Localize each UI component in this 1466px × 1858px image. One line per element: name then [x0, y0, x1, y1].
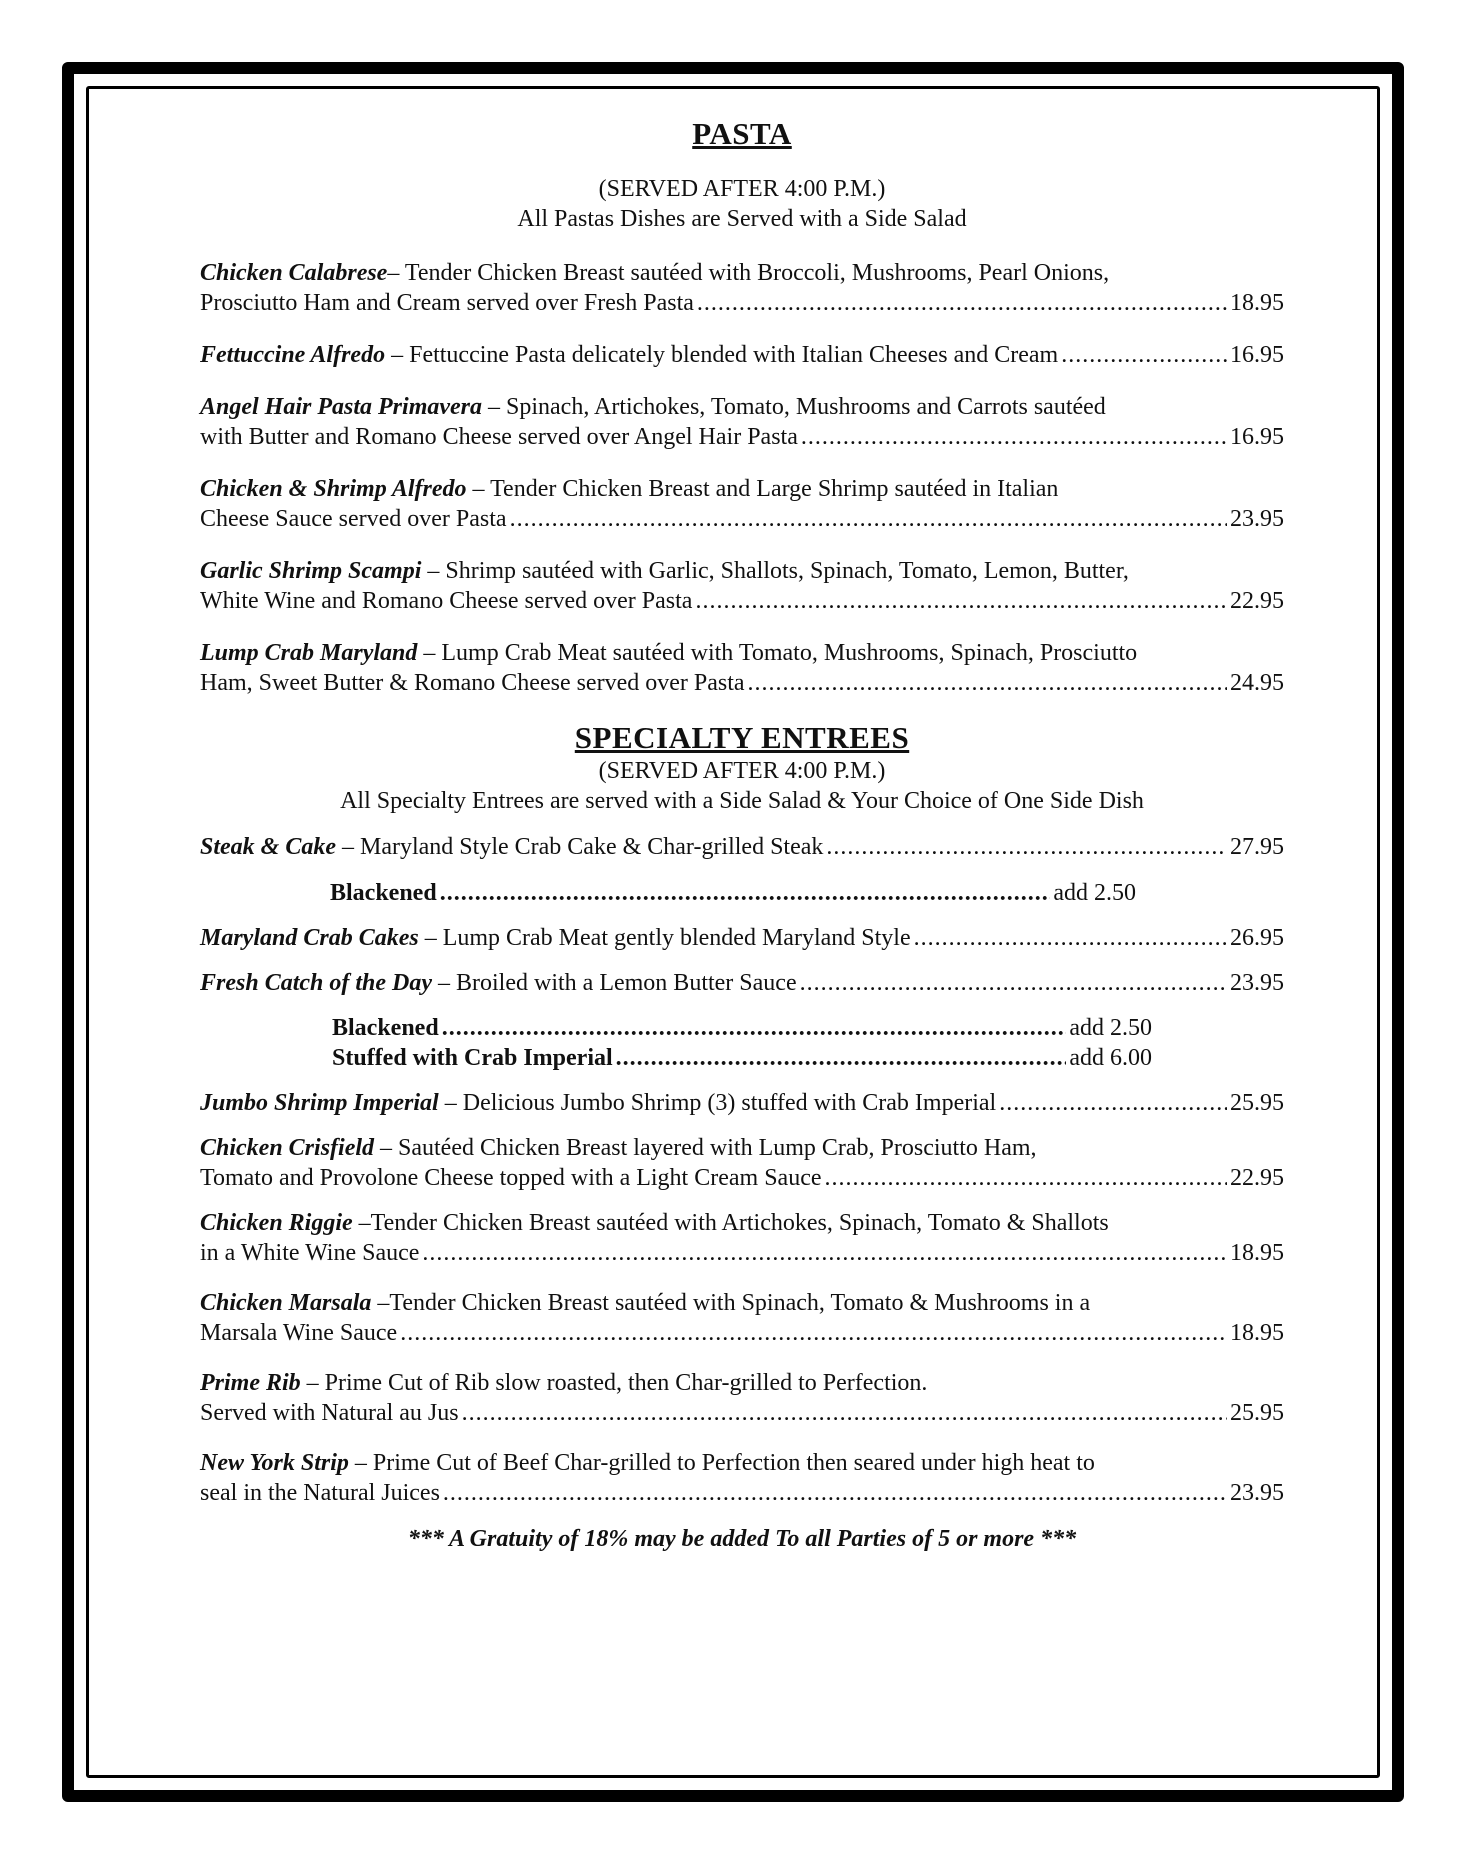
- menu-item-fresh-catch: Fresh Catch of the Day – Broiled with a Lemon Butter Sauce ..... 23.95: [200, 968, 1284, 998]
- item-description: Spinach, Artichokes, Tomato, Mushrooms and Carrots sautéed: [506, 394, 1106, 420]
- item-price: 18.95: [1230, 290, 1284, 316]
- item-name: Angel Hair Pasta Primavera: [200, 394, 482, 420]
- menu-item-chicken-crisfield: Chicken Crisfield – Sautéed Chicken Breast layered with Lump Crab, Prosciutto Ham, Tomato and Provolone Cheese topped with a Light Cream Sauce ..... 22.95: [200, 1133, 1284, 1193]
- menu-page: [200, 108, 1284, 1577]
- item-description: Lump Crab Meat sautéed with Tomato, Mushrooms, Spinach, Prosciutto: [441, 640, 1138, 666]
- pasta-side-note: All Pastas Dishes are Served with a Side Salad: [517, 206, 967, 232]
- specialty-title: SPECIALTY ENTREES: [574, 720, 910, 755]
- item-description: Tender Chicken Breast sautéed with Artichokes, Spinach, Tomato & Shallots: [370, 1210, 1109, 1236]
- item-description: Shrimp sautéed with Garlic, Shallots, Spinach, Tomato, Lemon, Butter,: [445, 558, 1129, 584]
- item-name: Lump Crab Maryland: [200, 640, 418, 666]
- menu-item-angel-hair-primavera: Angel Hair Pasta Primavera – Spinach, Artichokes, Tomato, Mushrooms and Carrots sautéed with Butter and Romano Cheese served over Angel Hair Pasta ..... 16.95: [200, 392, 1284, 452]
- menu-item-chicken-calabrese: Chicken Calabrese– Tender Chicken Breast sautéed with Broccoli, Mushrooms, Pearl Onions, Prosciutto Ham and Cream served over Fresh Pasta ..... 18.95: [200, 258, 1284, 318]
- menu-item-chicken-riggie: Chicken Riggie –Tender Chicken Breast sautéed with Artichokes, Spinach, Tomato & Shallots in a White Wine Sauce ..... 18.95: [200, 1208, 1284, 1268]
- item-price: 16.95: [1230, 342, 1284, 368]
- pasta-title: PASTA: [692, 116, 792, 151]
- pasta-served-time: (SERVED AFTER 4:00 P.M.): [598, 176, 886, 202]
- menu-item-chicken-shrimp-alfredo: Chicken & Shrimp Alfredo – Tender Chicken Breast and Large Shrimp sautéed in Italian Cheese Sauce served over Pasta ..... 23.95: [200, 474, 1284, 534]
- item-price: 27.95: [1230, 834, 1284, 860]
- specialty-served-time: (SERVED AFTER 4:00 P.M.): [598, 758, 886, 784]
- item-description: Tender Chicken Breast sautéed with Broccoli, Mushrooms, Pearl Onions,: [404, 260, 1110, 286]
- item-description: Prime Cut of Beef Char-grilled to Perfection then seared under high heat to: [372, 1450, 1095, 1476]
- menu-item-chicken-marsala: Chicken Marsala –Tender Chicken Breast sautéed with Spinach, Tomato & Mushrooms in a Marsala Wine Sauce ..... 18.95: [200, 1288, 1284, 1348]
- item-name: Steak & Cake: [200, 834, 336, 860]
- item-description: Delicious Jumbo Shrimp (3) stuffed with Crab Imperial: [462, 1090, 997, 1116]
- gratuity-note: *** A Gratuity of 18% may be added To all Parties of 5 or more ***: [407, 1526, 1077, 1552]
- menu-item-maryland-crab-cakes: Maryland Crab Cakes – Lump Crab Meat gently blended Maryland Style ..... 26.95: [200, 923, 1284, 953]
- specialty-side-note: All Specialty Entrees are served with a Side Salad & Your Choice of One Side Dish: [340, 788, 1144, 814]
- item-name: Chicken & Shrimp Alfredo: [200, 476, 467, 502]
- item-name: Chicken Calabrese: [200, 260, 388, 286]
- addon-fresh-catch-crab-imperial: Stuffed with Crab Imperial ..... add 6.00: [332, 1043, 1152, 1073]
- menu-item-steak-cake: Steak & Cake – Maryland Style Crab Cake & Char-grilled Steak ..... 27.95: [200, 832, 1284, 862]
- menu-item-garlic-shrimp-scampi: Garlic Shrimp Scampi – Shrimp sautéed with Garlic, Shallots, Spinach, Tomato, Lemon, Butter, White Wine and Romano Cheese served over Pasta ..... 22.95: [200, 556, 1284, 616]
- item-description: Lump Crab Meat gently blended Maryland Style: [442, 925, 911, 951]
- item-name: New York Strip: [200, 1450, 349, 1476]
- item-description: Broiled with a Lemon Butter Sauce: [456, 970, 797, 996]
- item-price: 24.95: [1230, 670, 1284, 696]
- item-description: Tender Chicken Breast and Large Shrimp sautéed in Italian: [490, 476, 1059, 502]
- item-price: 25.95: [1230, 1090, 1284, 1116]
- item-description: Sautéed Chicken Breast layered with Lump Crab, Prosciutto Ham,: [398, 1135, 1037, 1161]
- addon-fresh-catch-blackened: Blackened ..... add 2.50: [332, 1013, 1152, 1043]
- menu-item-jumbo-shrimp-imperial: Jumbo Shrimp Imperial – Delicious Jumbo Shrimp (3) stuffed with Crab Imperial ..... 25.95: [200, 1088, 1284, 1118]
- addon-steak-cake-blackened: Blackened ..... add 2.50: [330, 878, 1136, 908]
- item-name: Maryland Crab Cakes: [200, 925, 419, 951]
- menu-item-fettuccine-alfredo: Fettuccine Alfredo – Fettuccine Pasta delicately blended with Italian Cheeses and Cream ..... 16.95: [200, 340, 1284, 370]
- item-price: 26.95: [1230, 925, 1284, 951]
- item-name: Fresh Catch of the Day: [200, 970, 433, 996]
- menu-item-lump-crab-maryland: Lump Crab Maryland – Lump Crab Meat sautéed with Tomato, Mushrooms, Spinach, Prosciutto Ham, Sweet Butter & Romano Cheese served over Pasta ..... 24.95: [200, 638, 1284, 698]
- item-description: Prime Cut of Rib slow roasted, then Char-grilled to Perfection.: [324, 1370, 928, 1396]
- item-price: 23.95: [1230, 506, 1284, 532]
- item-price: 22.95: [1230, 588, 1284, 614]
- item-price: 22.95: [1230, 1165, 1284, 1191]
- item-description: Tender Chicken Breast sautéed with Spinach, Tomato & Mushrooms in a: [389, 1290, 1091, 1316]
- item-price: 23.95: [1230, 1480, 1284, 1506]
- item-name: Garlic Shrimp Scampi: [200, 558, 422, 584]
- item-price: 25.95: [1230, 1400, 1284, 1426]
- item-price: 23.95: [1230, 970, 1284, 996]
- item-name: Prime Rib: [200, 1370, 301, 1396]
- item-name: Chicken Riggie: [200, 1210, 353, 1236]
- item-description: Fettuccine Pasta delicately blended with Italian Cheeses and Cream: [409, 342, 1059, 368]
- menu-item-new-york-strip: New York Strip – Prime Cut of Beef Char-grilled to Perfection then seared under high heat to seal in the Natural Juices ..... 23.95: [200, 1448, 1284, 1508]
- item-price: 18.95: [1230, 1320, 1284, 1346]
- item-price: 18.95: [1230, 1240, 1284, 1266]
- item-name: Fettuccine Alfredo: [200, 342, 386, 368]
- menu-item-prime-rib: Prime Rib – Prime Cut of Rib slow roasted, then Char-grilled to Perfection. Served with Natural au Jus ..... 25.95: [200, 1368, 1284, 1428]
- item-price: 16.95: [1230, 424, 1284, 450]
- item-name: Jumbo Shrimp Imperial: [200, 1090, 439, 1116]
- item-name: Chicken Marsala: [200, 1290, 372, 1316]
- item-description: Maryland Style Crab Cake & Char-grilled Steak: [360, 834, 824, 860]
- item-name: Chicken Crisfield: [200, 1135, 375, 1161]
